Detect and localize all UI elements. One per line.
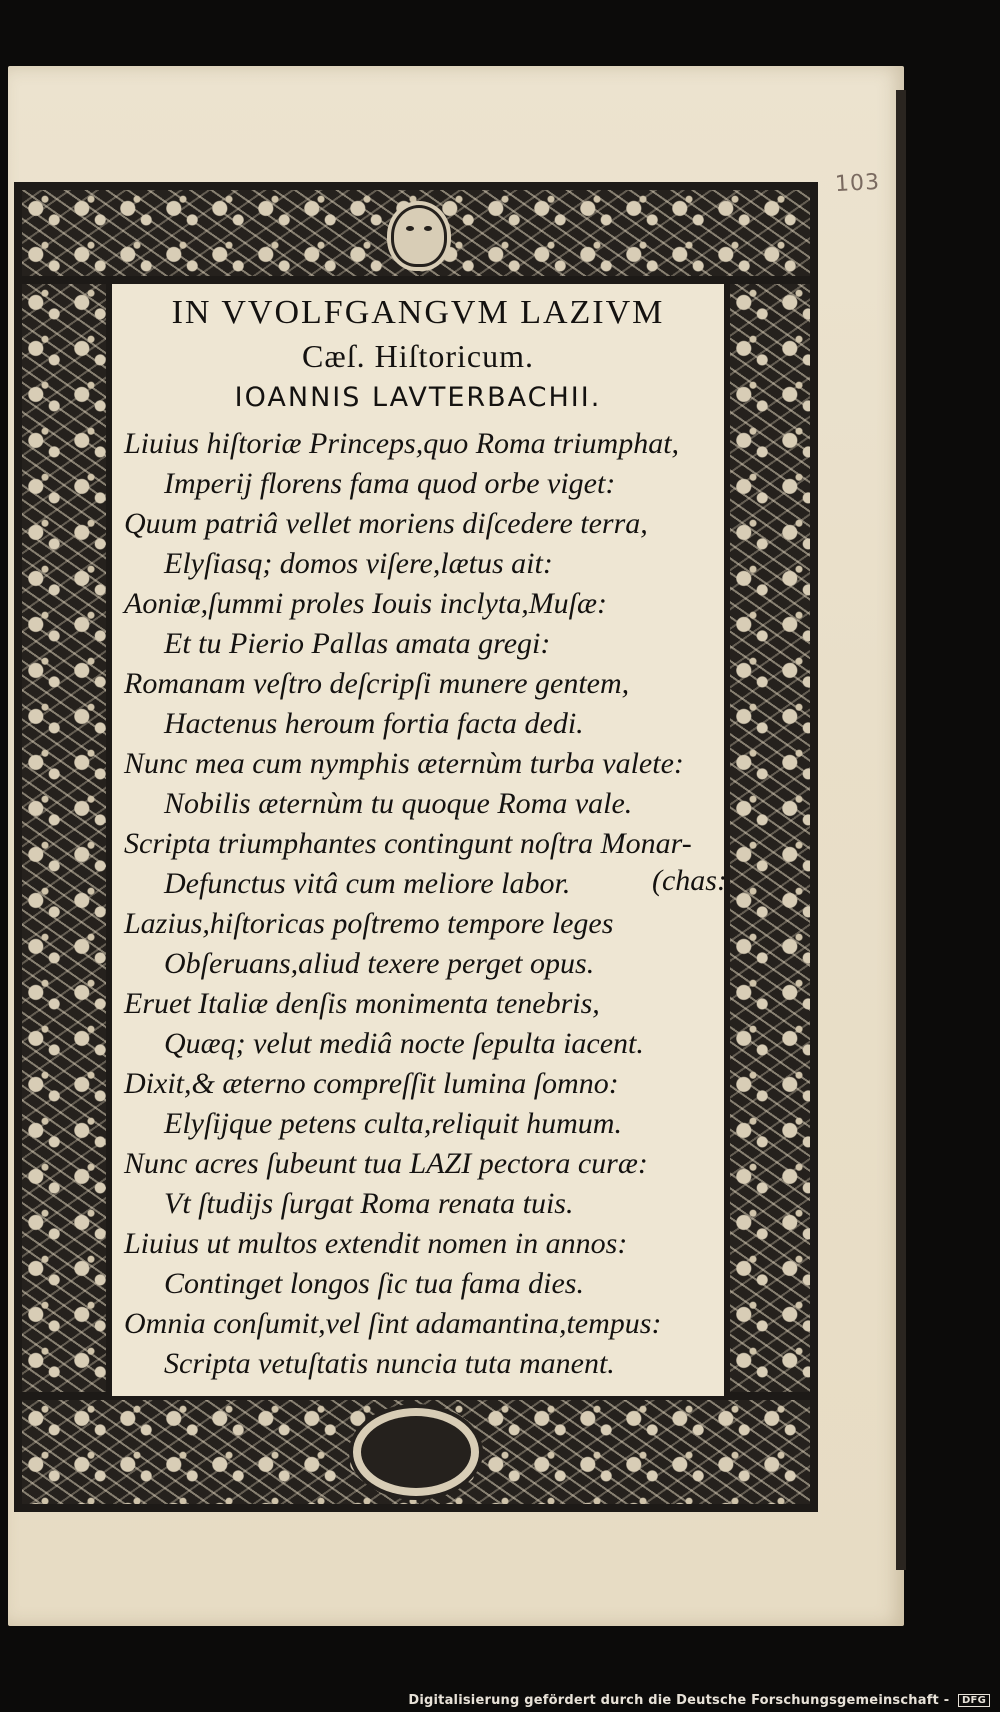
verse-line: Vt ſtudijs ſurgat Roma renata tuis.: [164, 1187, 574, 1220]
verse-line: Dixit,& æterno compreſſit lumina ſomno:: [124, 1067, 619, 1100]
verse-line: Defunctus vitâ cum meliore labor.: [164, 867, 571, 900]
verse-line: Imperij florens fama quod orbe viget:: [164, 467, 616, 500]
dfg-logo: DFG: [958, 1694, 990, 1707]
woodcut-border: [14, 182, 818, 1512]
border-left-ornament: [22, 284, 106, 1392]
verse-line: Quum patriâ vellet moriens diſcedere terra,: [124, 507, 648, 540]
verse-line: Continget longos ſic tua fama dies.: [164, 1267, 584, 1300]
book-page: [8, 66, 904, 1626]
carryover-word: (chas:: [652, 864, 727, 897]
verse-line: Aoniæ,ſummi proles Iouis inclyta,Muſæ:: [124, 587, 608, 620]
verse-line: Omnia conſumit,vel ſint adamantina,tempus:: [124, 1307, 662, 1340]
verse-line: Nunc mea cum nymphis æternùm turba valete:: [124, 747, 684, 780]
medallion-ornament: [361, 1416, 471, 1488]
verse-line: Et tu Pierio Pallas amata gregi:: [164, 627, 551, 660]
subtitle-heading: Cæſ. Hiſtoricum.: [302, 338, 534, 374]
folio-number: 103: [834, 169, 881, 198]
page-edge: [896, 90, 906, 1570]
verse-line: Hactenus heroum fortia facta dedi.: [164, 707, 584, 740]
verse-line: Lazius,hiſtoricas poſtremo tempore leges: [124, 907, 614, 940]
verse-line: Quæq; velut mediâ nocte ſepulta iacent.: [164, 1027, 644, 1060]
credit-text: Digitalisierung gefördert durch die Deutsche Forschungsgemeinschaft -: [408, 1693, 950, 1708]
verse-line: Obſeruans,aliud texere perget opus.: [164, 947, 595, 980]
verse-line: Elyſiasq; domos viſere,lætus ait:: [164, 547, 553, 580]
digitization-credit: [408, 1693, 990, 1708]
verse-line: Elyſijque petens culta,reliquit humum.: [164, 1107, 622, 1140]
verse-line: Scripta vetuſtatis nuncia tuta manent.: [164, 1347, 615, 1380]
verse-line: Eruet Italiæ denſis monimenta tenebris,: [124, 987, 600, 1020]
title-heading: IN VVOLFGANGVM LAZIVM: [171, 294, 665, 331]
border-right-ornament: [730, 284, 810, 1392]
grotesque-mask-ornament: [391, 205, 447, 267]
verse-line: Nunc acres ſubeunt tua LAZI pectora curæ:: [124, 1147, 648, 1180]
author-heading: IOANNIS LAVTERBACHII.: [234, 382, 602, 413]
verse-line: Liuius ut multos extendit nomen in annos:: [124, 1227, 628, 1260]
border-bottom-ornament: [22, 1400, 810, 1504]
verse-line: Scripta triumphantes contingunt noſtra Monar-: [124, 827, 692, 860]
verse-line: Liuius hiſtoriæ Princeps,quo Roma triumphat,: [124, 427, 680, 460]
border-top-ornament: [22, 190, 810, 276]
verse-line: Romanam veſtro deſcripſi munere gentem,: [124, 667, 630, 700]
poem-text-block: [112, 284, 727, 1396]
verse-line: Nobilis æternùm tu quoque Roma vale.: [164, 787, 633, 820]
